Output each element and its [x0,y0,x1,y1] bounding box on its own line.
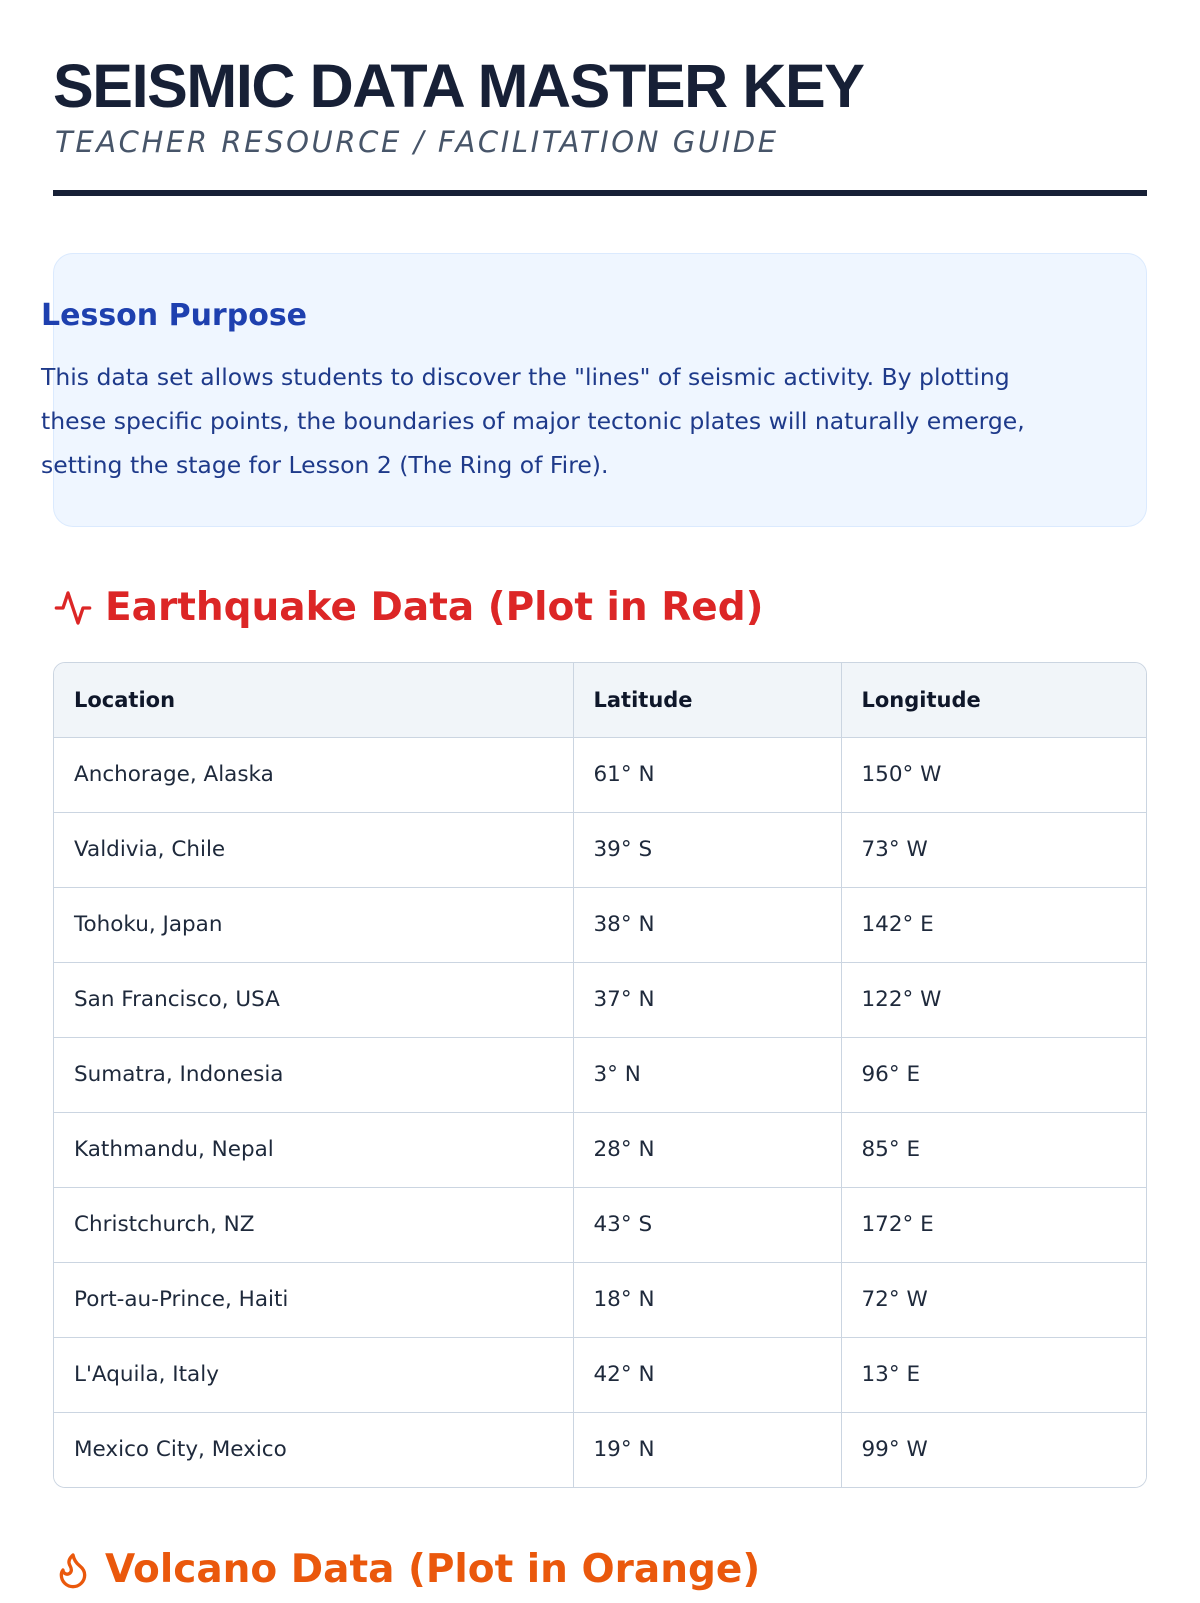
flame-icon [53,1550,93,1590]
location-cell: Sumatra, Indonesia [54,1037,573,1112]
lesson-purpose-title: Lesson Purpose [41,298,308,333]
latitude-cell: 18° N [573,1262,841,1337]
longitude-cell: 96° E [841,1037,1146,1112]
table-row [54,1337,1146,1412]
table-row [54,812,1146,887]
table-row [54,962,1146,1037]
table-row [54,1112,1146,1187]
table-row [54,1262,1146,1337]
table-row [54,737,1146,812]
location-cell: Kathmandu, Nepal [54,1112,573,1187]
longitude-cell: 150° W [841,737,1146,812]
header-divider [53,190,1147,196]
volcano-section-heading [53,1545,760,1595]
longitude-cell: 99° W [841,1412,1146,1487]
location-cell: Anchorage, Alaska [54,737,573,812]
latitude-cell: 19° N [573,1412,841,1487]
earthquake-table [53,662,1147,1488]
location-cell: Tohoku, Japan [54,887,573,962]
table-header-row [54,663,1146,737]
longitude-cell: 73° W [841,812,1146,887]
latitude-cell: 28° N [573,1112,841,1187]
location-cell: Mexico City, Mexico [54,1412,573,1487]
table-row [54,1187,1146,1262]
longitude-cell: 172° E [841,1187,1146,1262]
location-cell: Valdivia, Chile [54,812,573,887]
latitude-cell: 61° N [573,737,841,812]
location-cell: L'Aquila, Italy [54,1337,573,1412]
page-title: SEISMIC DATA MASTER KEY [53,52,864,120]
longitude-cell: 142° E [841,887,1146,962]
location-cell: Port-au-Prince, Haiti [54,1262,573,1337]
table-row [54,887,1146,962]
volcano-section-title: Volcano Data (Plot in Orange) [105,1547,761,1592]
longitude-cell: 13° E [841,1337,1146,1412]
longitude-cell: 72° W [841,1262,1146,1337]
lesson-purpose-text: This data set allows students to discover the "lines" of seismic activity. By plotting these specific points, the boundaries of major tectonic plates will naturally emerge, setting the stage for Lesson 2 (The Ring of Fire). [41,363,1025,479]
column-header-location: Location [54,663,573,737]
page-subtitle: TEACHER RESOURCE / FACILITATION GUIDE [55,125,779,159]
longitude-cell: 85° E [841,1112,1146,1187]
earthquake-section-title: Earthquake Data (Plot in Red) [105,585,764,630]
activity-icon [53,588,93,628]
location-cell: Christchurch, NZ [54,1187,573,1262]
latitude-cell: 3° N [573,1037,841,1112]
table-row [54,1037,1146,1112]
latitude-cell: 38° N [573,887,841,962]
longitude-cell: 122° W [841,962,1146,1037]
latitude-cell: 43° S [573,1187,841,1262]
column-header-latitude: Latitude [573,663,841,737]
column-header-longitude: Longitude [841,663,1146,737]
latitude-cell: 42° N [573,1337,841,1412]
latitude-cell: 37° N [573,962,841,1037]
location-cell: San Francisco, USA [54,962,573,1037]
table-row [54,1412,1146,1487]
latitude-cell: 39° S [573,812,841,887]
earthquake-section-heading [53,583,763,633]
